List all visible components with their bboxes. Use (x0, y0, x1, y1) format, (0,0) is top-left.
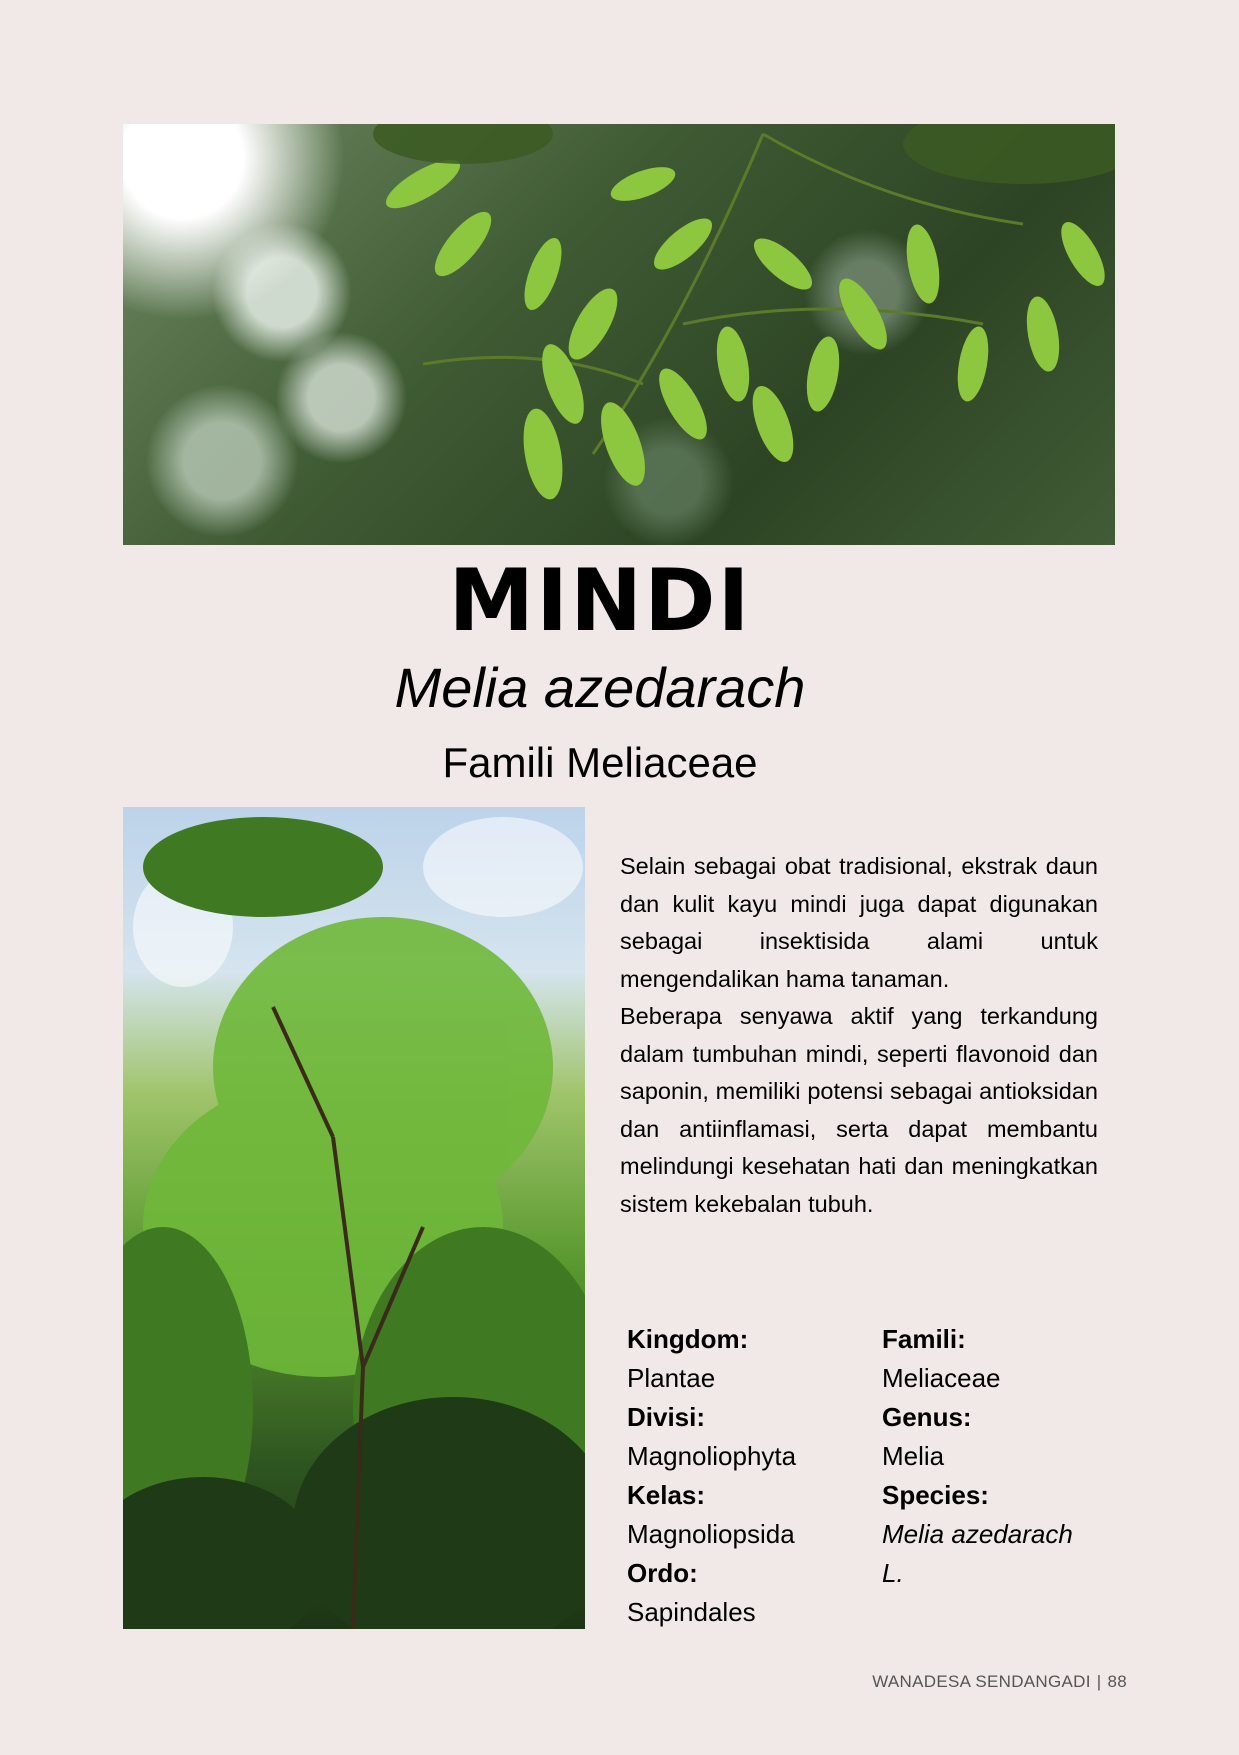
divisi-value: Magnoliophyta (627, 1441, 797, 1471)
kelas-label: Kelas: (627, 1480, 706, 1510)
scientific-name: Melia azedarach (394, 656, 806, 719)
species-label: Species: (882, 1480, 989, 1510)
species-value-line2: L. (882, 1558, 904, 1588)
page-footer (872, 1672, 1127, 1692)
publication-name: WANADESA SENDANGADI (872, 1672, 1091, 1691)
description (620, 848, 1098, 1223)
taxonomy-column-left (627, 1320, 867, 1632)
famili-value: Meliaceae (882, 1363, 1001, 1393)
page-title: MINDI (448, 551, 752, 651)
kelas-value: Magnoliopsida (627, 1519, 795, 1549)
ordo-label: Ordo: (627, 1558, 698, 1588)
page-number: 88 (1107, 1672, 1127, 1691)
kingdom-label: Kingdom: (627, 1324, 749, 1354)
tree-canopy-photo (123, 807, 585, 1629)
species-value-line1: Melia azedarach (882, 1519, 1073, 1549)
taxonomy-column-right (882, 1320, 1112, 1593)
divisi-label: Divisi: (627, 1402, 706, 1432)
header-leaves-photo (123, 124, 1115, 545)
genus-label: Genus: (882, 1402, 972, 1432)
description-paragraph-2: Beberapa senyawa aktif yang terkandung dalam tumbuhan mindi, seperti flavonoid dan saponin, memiliki potensi sebagai antioksidan dan antiinflamasi, serta dapat membantu melindungi kesehatan hati dan meningkatkan sistem kekebalan tubuh. (620, 1003, 1098, 1217)
kingdom-value: Plantae (627, 1363, 716, 1393)
famili-label: Famili: (882, 1324, 966, 1354)
description-paragraph-1: Selain sebagai obat tradisional, ekstrak daun dan kulit kayu mindi juga dapat digunakan sebagai insektisida alami untuk mengendalikan hama tanaman. (620, 853, 1098, 992)
family-line: Famili Meliaceae (442, 739, 758, 786)
genus-value: Melia (882, 1441, 945, 1471)
ordo-value: Sapindales (627, 1597, 756, 1627)
footer-separator: | (1096, 1672, 1102, 1691)
